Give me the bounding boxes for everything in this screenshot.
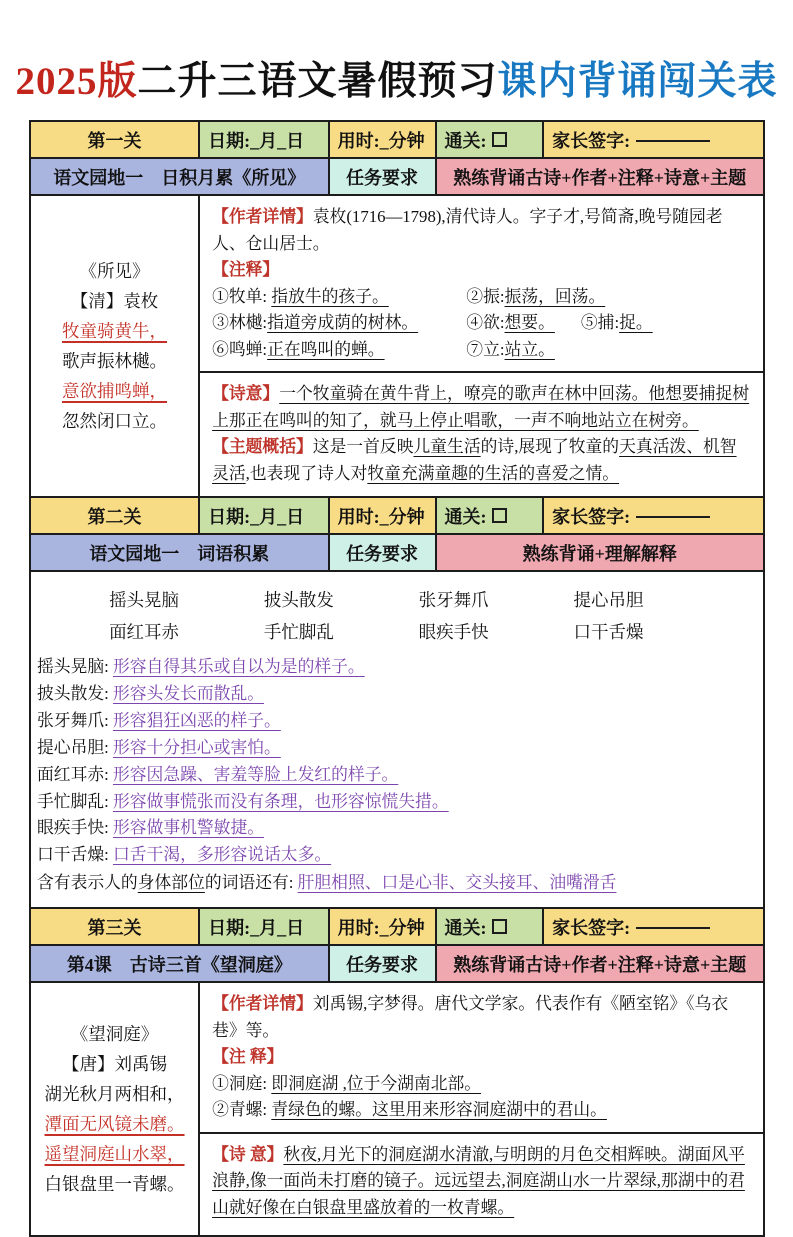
lesson-cell: 第4课 古诗三首《望洞庭》: [31, 946, 330, 981]
section3-lesson-row: [31, 946, 763, 983]
signature-label: 家长签字:: [552, 506, 631, 527]
title-main: 二升三语文暑假预习: [137, 60, 498, 103]
section2-header-row: [31, 498, 763, 535]
author-label: 【作者详情】: [212, 994, 313, 1014]
note-item: ④欲:想要。: [466, 313, 555, 333]
pass-cell: [437, 909, 545, 944]
author-details: [212, 991, 753, 1044]
def-line: 披头散发: 形容头发长而散乱。: [37, 684, 265, 704]
notes-row: [212, 337, 753, 364]
task-cell: 熟练背诵古诗+作者+注释+诗意+主题: [437, 159, 764, 194]
meaning-text: 秋夜,月光下的洞庭湖水清澈,与明朗的月色交相辉映。湖面风平浪静,像一面尚未打磨的镜子。远远望去,洞庭湖山水一片翠绿,那湖中的君山就好像在白银盘里盛放着的一枚青螺。: [212, 1144, 745, 1217]
poem-cell: [31, 983, 200, 1235]
word-item: 手忙脚乱: [263, 622, 334, 643]
def-line: 张牙舞爪: 形容猖狂凶恶的样子。: [37, 710, 281, 730]
title-year: 2025版: [15, 60, 138, 103]
checkpoint-table: [29, 120, 765, 1237]
pass-label: 通关:: [444, 130, 487, 151]
word-item: 提心吊胆: [573, 590, 644, 611]
note-item: ②青螺: 青绿色的螺。这里用来形容洞庭湖中的君山。: [212, 1100, 607, 1120]
def-line: 摇头晃脑: 形容自得其乐或自以为是的样子。: [37, 657, 365, 677]
note-item: ⑥鸣蝉:正在鸣叫的蝉。: [212, 339, 385, 359]
meaning-cell: [200, 1134, 763, 1235]
def-line: 面红耳赤: 形容因急躁、害羞等脸上发红的样子。: [37, 764, 399, 784]
poem-author: 【唐】刘禹锡: [62, 1053, 168, 1074]
signature-cell: [544, 498, 763, 533]
author-notes-cell: [200, 983, 763, 1134]
meaning-paragraph: [212, 381, 753, 434]
author-text: 袁枚(1716—1798),清代诗人。字子才,号简斋,晚号随园老人、仓山居士。: [212, 207, 723, 253]
section3-content-row: [31, 983, 763, 1235]
def-line: 提心吊胆: 形容十分担心或害怕。: [37, 737, 281, 757]
lesson-cell: 语文园地一 词语积累: [31, 535, 330, 570]
task-cell: 熟练背诵古诗+作者+注释+诗意+主题: [437, 946, 764, 981]
author-notes-cell: [200, 196, 763, 373]
signature-label: 家长签字:: [552, 130, 631, 151]
poem-line: 潭面无风镜未磨。: [44, 1113, 185, 1134]
word-item: 披头散发: [263, 590, 334, 611]
pass-checkbox[interactable]: [492, 919, 507, 934]
lesson-cell: 语文园地一 日积月累《所见》: [31, 159, 330, 194]
poem-line: 白银盘里一青螺。: [44, 1174, 185, 1195]
notes-label: 【注 释】: [212, 1047, 284, 1067]
poem-line: 牧童骑黄牛，: [62, 321, 168, 341]
word-item: 摇头晃脑: [109, 590, 180, 611]
meaning-label: 【诗意】: [212, 384, 280, 404]
task-cell: 熟练背诵+理解解释: [437, 535, 764, 570]
words-grid: [87, 586, 706, 646]
author-label: 【作者详情】: [212, 207, 313, 226]
meaning-text: 一个牧童骑在黄牛背上，嘹亮的歌声在林中回荡。他想要捕捉树上那正在鸣叫的知了，就马上停止唱歌，一声不响地站立在树旁。: [212, 384, 750, 430]
time-cell: 用时:_分钟: [330, 122, 437, 157]
note-item: ①牧单: 指放牛的孩子。: [212, 286, 389, 306]
signature-label: 家长签字:: [552, 917, 631, 938]
signature-line[interactable]: [636, 516, 710, 518]
section1-content-row: [31, 196, 763, 498]
task-label-cell: 任务要求: [330, 946, 437, 981]
section2-lesson-row: [31, 535, 763, 572]
poem-line: 忽然闭口立。: [62, 411, 168, 432]
meaning-paragraph: [212, 1142, 753, 1222]
level-cell: 第三关: [31, 909, 200, 944]
theme-paragraph: 【主题概括】这是一首反映儿童生活的诗,展现了牧童的天真活泼、机智灵活,也表现了诗人对牧童充满童趣的生活的喜爱之情。: [212, 437, 737, 483]
signature-cell: [544, 122, 763, 157]
pass-label: 通关:: [444, 506, 487, 527]
pass-cell: [437, 122, 545, 157]
extra-line: 含有表示人的身体部位的词语还有: 肝胆相照、口是心非、交头接耳、油嘴滑舌: [37, 873, 617, 893]
poem-line: 湖光秋月两相和，: [44, 1083, 185, 1104]
section1-detail-stack: [200, 196, 763, 496]
meaning-label: 【诗 意】: [212, 1144, 284, 1164]
title-suffix: 课内背诵闯关表: [497, 60, 778, 103]
section2-content-row: [31, 572, 763, 909]
notes-row: [212, 310, 753, 337]
word-item: 面红耳赤: [109, 622, 180, 643]
author-text: 刘禹锡,字梦得。唐代文学家。代表作有《陋室铭》《乌衣巷》等。: [212, 994, 729, 1040]
poem-line: 遥望洞庭山水翠，: [44, 1143, 185, 1164]
section3-detail-stack: [200, 983, 763, 1235]
section1-header-row: [31, 122, 763, 159]
section3-header-row: [31, 909, 763, 946]
signature-cell: [544, 909, 763, 944]
poem-line: 意欲捕鸣蝉，: [62, 381, 168, 402]
author-details: [212, 204, 753, 257]
theme-label: 【主题概括】: [212, 437, 313, 457]
note-item: ②振:振荡，回荡。: [466, 286, 606, 306]
note-item: ①洞庭: 即洞庭湖 ,位于今湖南北部。: [212, 1073, 482, 1093]
def-line: 眼疾手快: 形容做事机警敏捷。: [37, 818, 265, 838]
section1-lesson-row: [31, 159, 763, 196]
note-item: ⑤捕:捉。: [580, 313, 653, 333]
poem-line: 歌声振林樾。: [62, 351, 168, 372]
note-item: ③林樾:指道旁成荫的树林。: [212, 313, 419, 333]
level-cell: 第一关: [31, 122, 200, 157]
poem-cell: [31, 196, 200, 496]
def-line: 手忙脚乱: 形容做事慌张而没有条理，也形容惊慌失措。: [37, 791, 449, 811]
word-item: 口干舌燥: [573, 622, 644, 643]
pass-cell: [437, 498, 545, 533]
page-title: [0, 50, 793, 106]
poem-title: 《望洞庭》: [70, 1023, 159, 1044]
date-cell: 日期:_月_日: [200, 909, 330, 944]
word-item: 眼疾手快: [418, 622, 489, 643]
time-cell: 用时:_分钟: [330, 909, 437, 944]
date-cell: 日期:_月_日: [200, 498, 330, 533]
task-label-cell: 任务要求: [330, 159, 437, 194]
task-label-cell: 任务要求: [330, 535, 437, 570]
pass-label: 通关:: [444, 917, 487, 938]
level-cell: 第二关: [31, 498, 200, 533]
meaning-theme-cell: [200, 373, 763, 496]
pass-checkbox[interactable]: [492, 132, 507, 147]
def-line: 口干舌燥: 口舌干渴，多形容说话太多。: [37, 845, 332, 865]
time-cell: 用时:_分钟: [330, 498, 437, 533]
notes-label: 【注释】: [212, 260, 280, 280]
poem-author: 【清】袁枚: [70, 290, 159, 311]
word-item: 张牙舞爪: [418, 590, 489, 611]
note-item: ⑦立:站立。: [466, 339, 555, 359]
signature-line[interactable]: [636, 927, 710, 929]
idiom-cell: [31, 572, 763, 907]
date-cell: 日期:_月_日: [200, 122, 330, 157]
signature-line[interactable]: [636, 140, 710, 142]
pass-checkbox[interactable]: [492, 508, 507, 523]
poem-title: 《所见》: [79, 260, 150, 281]
notes-row: [212, 284, 753, 311]
